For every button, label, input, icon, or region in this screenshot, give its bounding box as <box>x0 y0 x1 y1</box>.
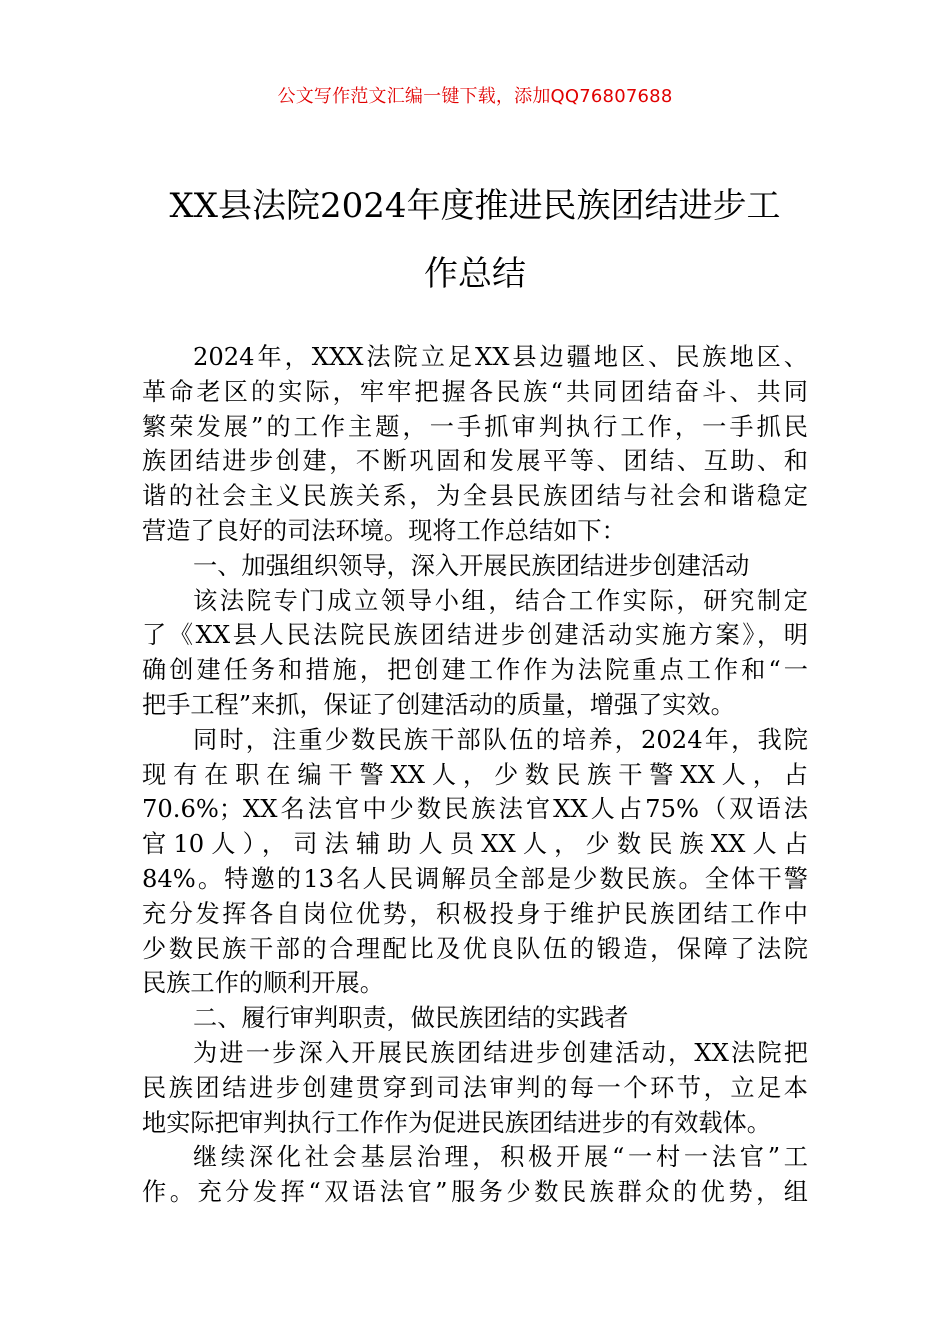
paragraph-line: 把手工程”来抓，保证了创建活动的质量，增强了实效。 <box>142 690 735 719</box>
paragraph-line: 营造了良好的司法环境。现将工作总结如下： <box>142 516 626 545</box>
section-heading: 二、履行审判职责，做民族团结的实践者 <box>193 1004 629 1033</box>
paragraph-line: 革命老区的实际，牢牢把握各民族“共同团结奋斗、共同 <box>142 377 808 406</box>
paragraph-line: 谐的社会主义民族关系，为全县民族团结与社会和谐稳定 <box>142 482 808 511</box>
paragraph-line: 该法院专门成立领导小组，结合工作实际，研究制定 <box>193 586 808 615</box>
download-banner: 公文写作范文汇编一键下载，添加QQ76807688 <box>277 86 673 107</box>
title-line: XX县法院2024年度推进民族团结进步工 <box>169 186 781 226</box>
paragraph-line: 确创建任务和措施，把创建工作作为法院重点工作和“一 <box>142 656 808 685</box>
paragraph-line: 2024年，XXX法院立足XX县边疆地区、民族地区、 <box>193 343 808 371</box>
paragraph-line: 充分发挥各自岗位优势，积极投身于维护民族团结工作中 <box>142 899 808 928</box>
paragraph-line: 少数民族干部的合理配比及优良队伍的锻造，保障了法院 <box>142 934 808 963</box>
paragraph-line: 繁荣发展”的工作主题，一手抓审判执行工作，一手抓民 <box>142 412 808 441</box>
section-heading: 一、加强组织领导，深入开展民族团结进步创建活动 <box>193 551 750 580</box>
document-body <box>142 340 808 1210</box>
paragraph-line: 民族工作的顺利开展。 <box>142 969 384 998</box>
paragraph-line: 继续深化社会基层治理，积极开展“一村一法官”工 <box>193 1143 808 1172</box>
paragraph-line: 族团结进步创建，不断巩固和发展平等、团结、互助、和 <box>142 447 808 476</box>
paragraph-line: 官10人），司法辅助人员XX人，少数民族XX人占 <box>142 830 808 859</box>
paragraph-line: 同时，注重少数民族干部队伍的培养，2024年，我院 <box>193 725 808 754</box>
title-line: 作总结 <box>424 254 526 294</box>
document-title <box>140 172 810 308</box>
paragraph-line: 现有在职在编干警XX人，少数民族干警XX人，占 <box>142 760 808 789</box>
paragraph-line: 民族团结进步创建贯穿到司法审判的每一个环节，立足本 <box>142 1073 808 1102</box>
paragraph-line: 84%。特邀的13名人民调解员全部是少数民族。全体干警 <box>142 864 808 893</box>
paragraph-line: 地实际把审判执行工作作为促进民族团结进步的有效载体。 <box>142 1108 771 1137</box>
paragraph-line: 为进一步深入开展民族团结进步创建活动，XX法院把 <box>193 1038 808 1067</box>
paragraph-line: 了《XX县人民法院民族团结进步创建活动实施方案》，明 <box>142 621 808 650</box>
paragraph-line: 作。充分发挥“双语法官”服务少数民族群众的优势，组 <box>142 1178 808 1207</box>
paragraph-line: 70.6%；XX名法官中少数民族法官XX人占75%（双语法 <box>142 795 808 824</box>
